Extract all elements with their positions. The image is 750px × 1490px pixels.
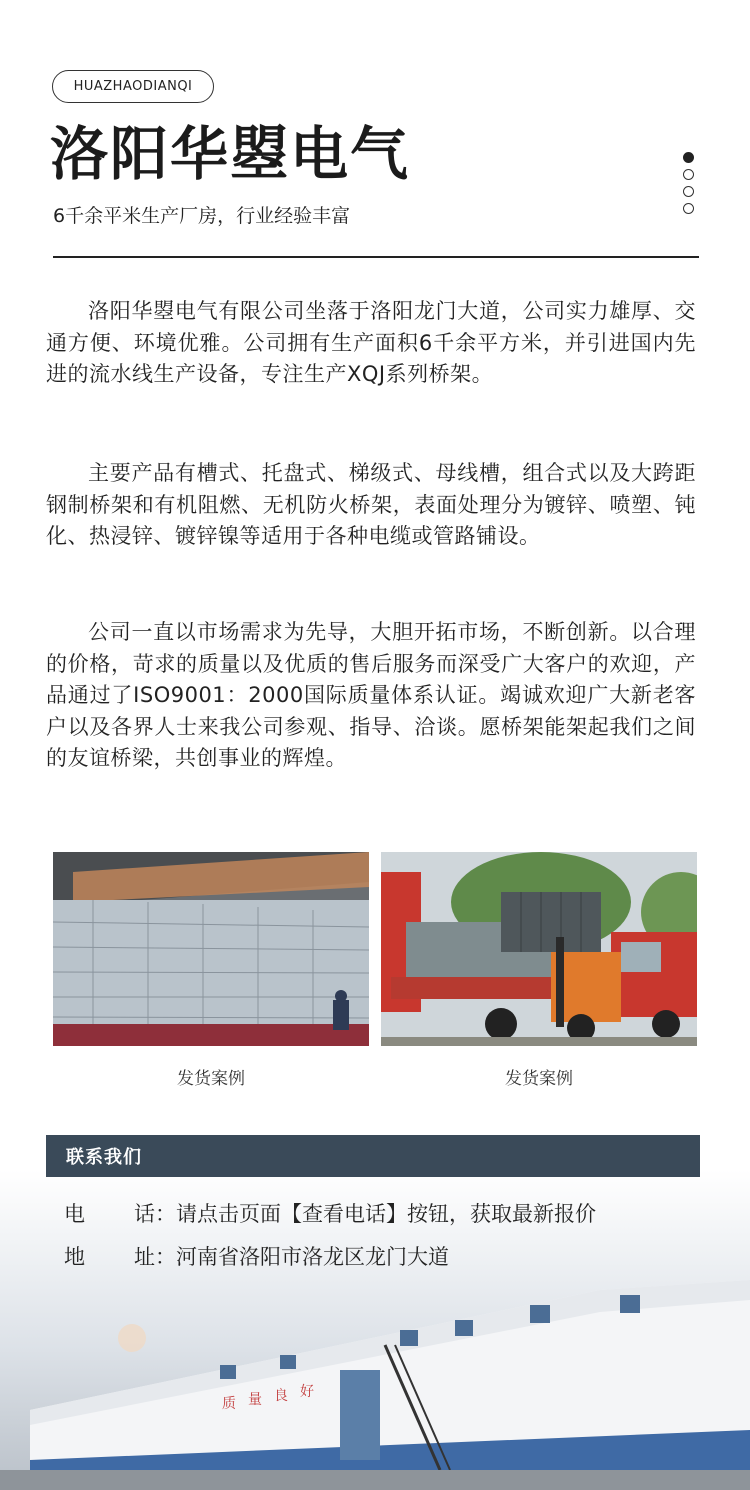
gallery-caption-2: 发货案例 bbox=[505, 1069, 573, 1089]
header-divider bbox=[53, 256, 699, 258]
page-title: 洛阳华曌电气 bbox=[50, 120, 411, 188]
building-sign-char-4: 好 bbox=[300, 1384, 314, 1400]
address-label-2: 址： bbox=[134, 1245, 176, 1269]
address-label-1: 地 bbox=[64, 1245, 85, 1269]
pager-dot-3[interactable] bbox=[683, 186, 694, 197]
pager-dot-2[interactable] bbox=[683, 169, 694, 180]
contact-heading: 联系我们 bbox=[46, 1135, 700, 1177]
address-value: 河南省洛阳市洛龙区龙门大道 bbox=[176, 1245, 449, 1269]
phone-value: 请点击页面【查看电话】按钮，获取最新报价 bbox=[176, 1202, 596, 1226]
phone-label-2: 话： bbox=[134, 1202, 176, 1226]
pager-dots bbox=[683, 152, 695, 220]
gallery-caption-1: 发货案例 bbox=[177, 1069, 245, 1089]
philosophy-paragraph: 公司一直以市场需求为先导，大胆开拓市场，不断创新。以合理的价格，苛求的质量以及优质的售后服务而深受广大客户的欢迎，产品通过了ISO9001：2000国际质量体系认证。竭诚欢迎广大新老客户以及各界人士来我公司参观、指导、洽谈。愿桥架能架起我们之间的友谊桥梁，共创事业的辉煌。 bbox=[46, 620, 696, 770]
brand-badge: HUAZHAODIANQI bbox=[52, 70, 214, 103]
contact-address-row bbox=[64, 1241, 449, 1271]
intro-paragraph: 洛阳华曌电气有限公司坐落于洛阳龙门大道，公司实力雄厚、交通方便、环境优雅。公司拥有生产面积6千余平方米，并引进国内先进的流水线生产设备，专注生产XQJ系列桥架。 bbox=[46, 299, 696, 386]
pager-dot-4[interactable] bbox=[683, 203, 694, 214]
phone-label-1: 电 bbox=[64, 1202, 85, 1226]
pager-dot-1[interactable] bbox=[683, 152, 694, 163]
products-paragraph: 主要产品有槽式、托盘式、梯级式、母线槽，组合式以及大跨距钢制桥架和有机阻燃、无机防火桥架，表面处理分为镀锌、喷塑、钝化、热浸锌、镀锌镍等适用于各种电缆或管路铺设。 bbox=[46, 461, 696, 548]
page-subtitle: 6千余平米生产厂房，行业经验丰富 bbox=[53, 205, 351, 227]
building-sign-char-2: 量 bbox=[248, 1392, 262, 1408]
building-sign-char-3: 良 bbox=[274, 1388, 288, 1404]
building-sign-char-1: 质 bbox=[222, 1396, 236, 1412]
contact-phone-row bbox=[64, 1198, 596, 1228]
truck-loading-photo bbox=[381, 852, 697, 1046]
warehouse-photo bbox=[53, 852, 369, 1046]
